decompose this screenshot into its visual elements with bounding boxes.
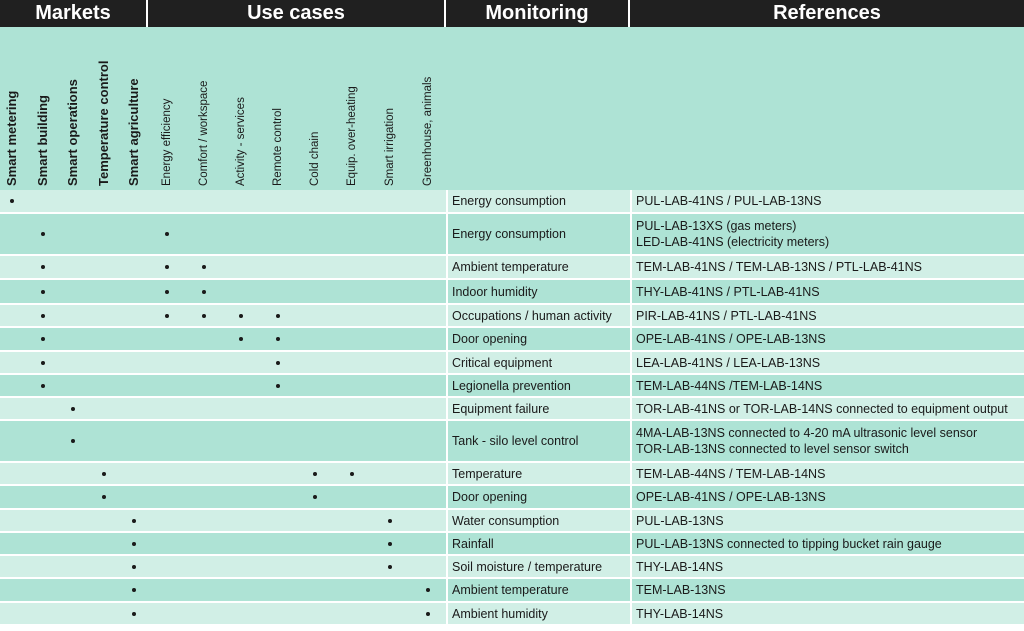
table-row (0, 328, 1024, 352)
mark-dot (102, 472, 106, 476)
mark-dot (132, 612, 136, 616)
monitoring-cell: Water consumption (452, 513, 560, 528)
monitoring-cell: Rainfall (452, 536, 494, 551)
mark-dot (350, 472, 354, 476)
column-heading-smart-building: Smart building (35, 95, 50, 186)
reference-cell: PUL-LAB-13XS (gas meters) (636, 219, 797, 233)
header-monitoring: Monitoring (446, 0, 628, 27)
column-heading-smart-agriculture: Smart agriculture (126, 78, 141, 186)
table-row (0, 256, 1024, 280)
table-row (0, 421, 1024, 463)
column-heading-activity-services: Activity - services (235, 97, 247, 186)
column-heading-remote-control: Remote control (272, 108, 284, 186)
column-divider (630, 190, 632, 631)
mark-dot (132, 588, 136, 592)
mark-dot (239, 314, 243, 318)
mark-dot (165, 314, 169, 318)
table-row (0, 556, 1024, 579)
column-heading-smart-operations: Smart operations (65, 79, 80, 186)
table-row (0, 375, 1024, 398)
mark-dot (71, 439, 75, 443)
table-row (0, 305, 1024, 328)
reference-cell: TOR-LAB-13NS connected to level sensor switch (636, 442, 909, 456)
mark-dot (276, 314, 280, 318)
mark-dot (426, 612, 430, 616)
mark-dot (202, 314, 206, 318)
reference-cell: PUL-LAB-41NS / PUL-LAB-13NS (636, 194, 822, 208)
monitoring-cell: Soil moisture / temperature (452, 559, 603, 574)
mark-dot (71, 407, 75, 411)
monitoring-cell: Temperature (452, 466, 523, 481)
header-references: References (630, 0, 1024, 27)
mark-dot (165, 265, 169, 269)
reference-cell: THY-LAB-14NS (636, 559, 724, 574)
column-heading-greenhouse-animals: Greenhouse, animals (422, 76, 434, 186)
monitoring-cell: Critical equipment (452, 355, 553, 370)
reference-cell: THY-LAB-41NS / PTL-LAB-41NS (636, 284, 820, 299)
monitoring-cell: Door opening (452, 332, 528, 346)
mark-dot (388, 519, 392, 523)
monitoring-cell: Indoor humidity (452, 284, 538, 299)
mark-dot (276, 337, 280, 341)
mark-dot (41, 361, 45, 365)
mark-dot (132, 565, 136, 569)
reference-cell: LED-LAB-41NS (electricity meters) (636, 235, 830, 249)
column-divider (446, 190, 448, 631)
column-heading-smart-metering: Smart metering (4, 90, 19, 186)
monitoring-cell: Equipment failure (452, 401, 550, 416)
reference-cell: LEA-LAB-41NS / LEA-LAB-13NS (636, 355, 821, 370)
monitoring-cell: Energy consumption (452, 227, 566, 241)
mark-dot (313, 472, 317, 476)
column-heading-energy-efficiency: Energy efficiency (161, 98, 173, 186)
mark-dot (41, 337, 45, 341)
mark-dot (202, 265, 206, 269)
column-heading-temperature-control: Temperature control (96, 60, 111, 186)
monitoring-cell: Legionella prevention (452, 378, 571, 393)
column-heading-smart-irrigation: Smart irrigation (384, 108, 396, 186)
mark-dot (388, 542, 392, 546)
table-row (0, 398, 1024, 421)
table-row (0, 352, 1024, 375)
reference-cell: THY-LAB-14NS (636, 606, 724, 621)
table-row (0, 603, 1024, 626)
mark-dot (276, 361, 280, 365)
mark-dot (313, 495, 317, 499)
column-headings-band (0, 27, 1024, 190)
reference-cell: 4MA-LAB-13NS connected to 4-20 mA ultrasonic level sensor (636, 426, 978, 440)
mark-dot (132, 542, 136, 546)
monitoring-cell: Occupations / human activity (452, 308, 612, 323)
monitoring-cell: Ambient humidity (452, 606, 548, 621)
mark-dot (132, 519, 136, 523)
monitoring-cell: Ambient temperature (452, 583, 569, 597)
mark-dot (41, 232, 45, 236)
monitoring-cell: Door opening (452, 490, 528, 504)
column-heading-comfort-workspace: Comfort / workspace (198, 80, 210, 186)
mark-dot (165, 232, 169, 236)
table-row (0, 280, 1024, 305)
header-markets: Markets (0, 0, 146, 27)
mark-dot (102, 495, 106, 499)
reference-cell: TEM-LAB-13NS (636, 583, 726, 597)
mark-dot (239, 337, 243, 341)
mark-dot (388, 565, 392, 569)
table-row (0, 190, 1024, 214)
reference-cell: TEM-LAB-41NS / TEM-LAB-13NS / PTL-LAB-41NS (636, 260, 922, 274)
monitoring-cell: Energy consumption (452, 194, 566, 208)
table-row (0, 579, 1024, 603)
mark-dot (165, 290, 169, 294)
reference-cell: PIR-LAB-41NS / PTL-LAB-41NS (636, 308, 817, 323)
reference-cell: OPE-LAB-41NS / OPE-LAB-13NS (636, 332, 826, 346)
mark-dot (276, 384, 280, 388)
table-row (0, 486, 1024, 510)
reference-cell: OPE-LAB-41NS / OPE-LAB-13NS (636, 490, 826, 504)
table-row (0, 214, 1024, 256)
header-use-cases: Use cases (148, 0, 444, 27)
table-row (0, 463, 1024, 486)
mark-dot (41, 265, 45, 269)
mark-dot (202, 290, 206, 294)
mark-dot (41, 314, 45, 318)
reference-cell: PUL-LAB-13NS (636, 513, 724, 528)
reference-cell: TEM-LAB-44NS /TEM-LAB-14NS (636, 378, 823, 393)
mark-dot (426, 588, 430, 592)
mark-dot (41, 384, 45, 388)
column-heading-cold-chain: Cold chain (309, 131, 321, 186)
column-heading-equip-overheating: Equip. over-heating (346, 86, 358, 186)
monitoring-cell: Tank - silo level control (452, 434, 579, 448)
reference-cell: TEM-LAB-44NS / TEM-LAB-14NS (636, 466, 826, 481)
table-row (0, 510, 1024, 533)
table-row (0, 533, 1024, 556)
reference-cell: TOR-LAB-41NS or TOR-LAB-14NS connected to equipment output (636, 401, 1008, 416)
reference-cell: PUL-LAB-13NS connected to tipping bucket rain gauge (636, 536, 942, 551)
monitoring-cell: Ambient temperature (452, 260, 569, 274)
mark-dot (41, 290, 45, 294)
mark-dot (10, 199, 14, 203)
